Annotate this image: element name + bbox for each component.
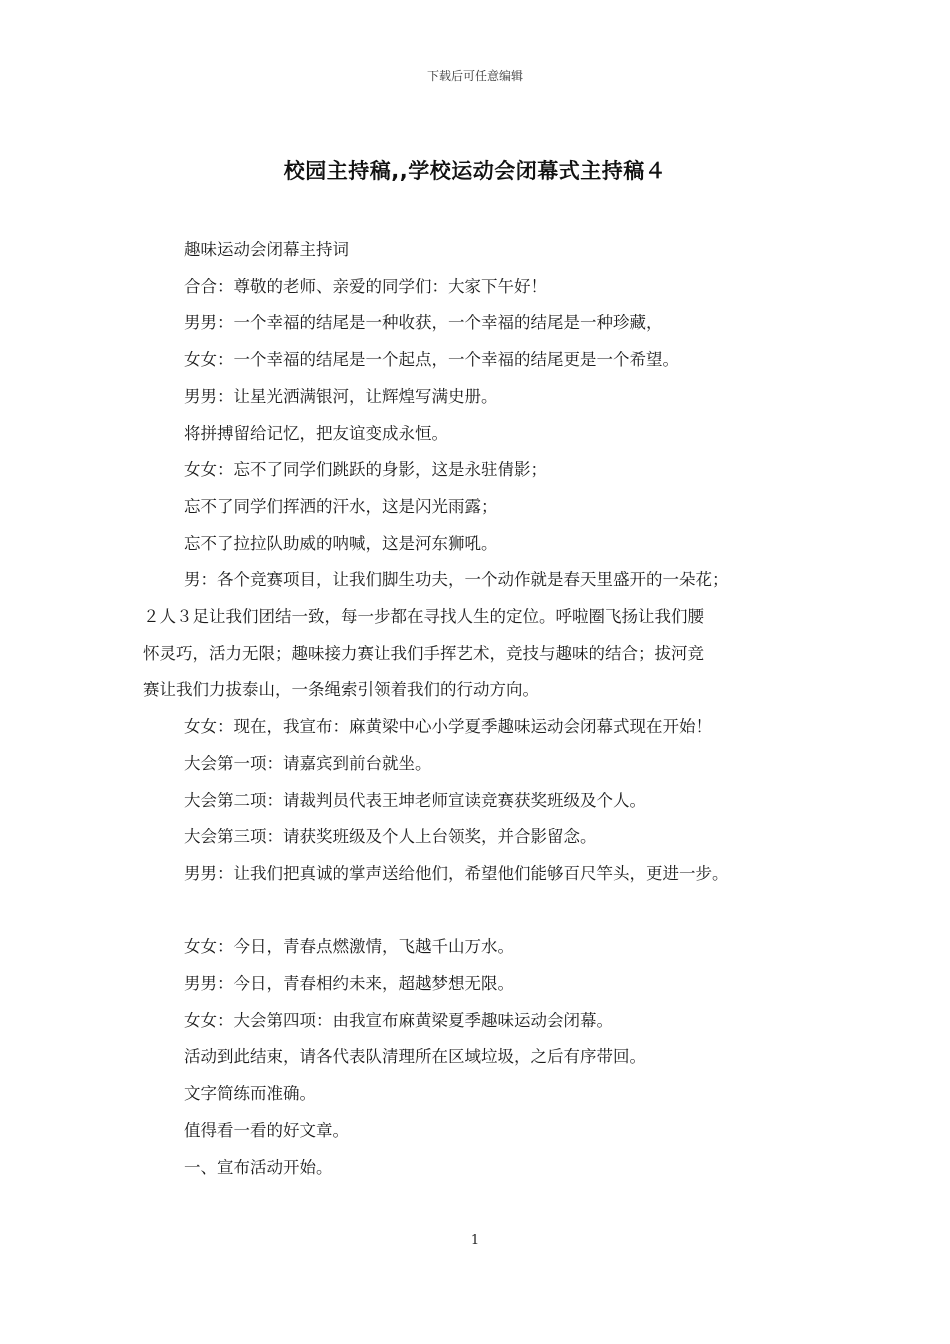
- paragraph: 男男：今日，青春相约未来，超越梦想无限。: [184, 974, 514, 994]
- paragraph: 女女：今日，青春点燃激情，飞越千山万水。: [184, 937, 514, 957]
- paragraph-continuation: 赛让我们力拔泰山，一条绳索引领着我们的行动方向。: [143, 680, 539, 700]
- page-number: 1: [470, 1233, 480, 1248]
- paragraph: 男男：一个幸福的结尾是一种收获，一个幸福的结尾是一种珍藏，: [184, 313, 663, 333]
- paragraph: 忘不了同学们挥洒的汗水，这是闪光雨露；: [184, 496, 498, 516]
- document-body: [143, 232, 823, 1186]
- header-note: 下载后可任意编辑: [426, 69, 523, 83]
- paragraph-continuation: 怀灵巧，活力无限；趣味接力赛让我们手挥艺术，竞技与趣味的结合；拔河竞: [143, 643, 704, 663]
- paragraph: 女女：大会第四项：由我宣布麻黄梁夏季趣味运动会闭幕。: [184, 1010, 613, 1030]
- paragraph: 文字简练而准确。: [184, 1084, 316, 1104]
- paragraph: 一、宣布活动开始。: [184, 1157, 333, 1177]
- paragraph: 值得看一看的好文章。: [184, 1120, 349, 1140]
- paragraph: 忘不了拉拉队助威的呐喊，这是河东狮吼。: [184, 533, 498, 553]
- paragraph: 男男：让星光洒满银河，让辉煌写满史册。: [184, 386, 498, 406]
- paragraph: 将拼搏留给记忆，把友谊变成永恒。: [184, 423, 448, 443]
- paragraph-continuation: ２人３足让我们团结一致，每一步都在寻找人生的定位。呼啦圈飞扬让我们腰: [143, 607, 704, 627]
- paragraph: 女女：忘不了同学们跳跃的身影，这是永驻倩影；: [184, 460, 547, 480]
- paragraph: 合合：尊敬的老师、亲爱的同学们：大家下午好！: [184, 276, 547, 296]
- paragraph: 男男：让我们把真诚的掌声送给他们，希望他们能够百尺竿头，更进一步。: [184, 863, 729, 883]
- paragraph: 大会第二项：请裁判员代表王坤老师宣读竞赛获奖班级及个人。: [184, 790, 646, 810]
- paragraph: 女女：现在，我宣布：麻黄梁中心小学夏季趣味运动会闭幕式现在开始！: [184, 717, 712, 737]
- paragraph: 男：各个竞赛项目，让我们脚生功夫，一个动作就是春天里盛开的一朵花；: [184, 570, 729, 590]
- paragraph: 女女：一个幸福的结尾是一个起点，一个幸福的结尾更是一个希望。: [184, 350, 679, 370]
- document-title: 校园主持稿,,学校运动会闭幕式主持稿４: [283, 159, 667, 183]
- paragraph: 趣味运动会闭幕主持词: [184, 240, 349, 259]
- paragraph: 大会第一项：请嘉宾到前台就坐。: [184, 753, 432, 773]
- paragraph: 活动到此结束，请各代表队清理所在区域垃圾，之后有序带回。: [184, 1047, 646, 1067]
- blank-line: [143, 893, 823, 930]
- paragraph: 大会第三项：请获奖班级及个人上台领奖，并合影留念。: [184, 827, 597, 847]
